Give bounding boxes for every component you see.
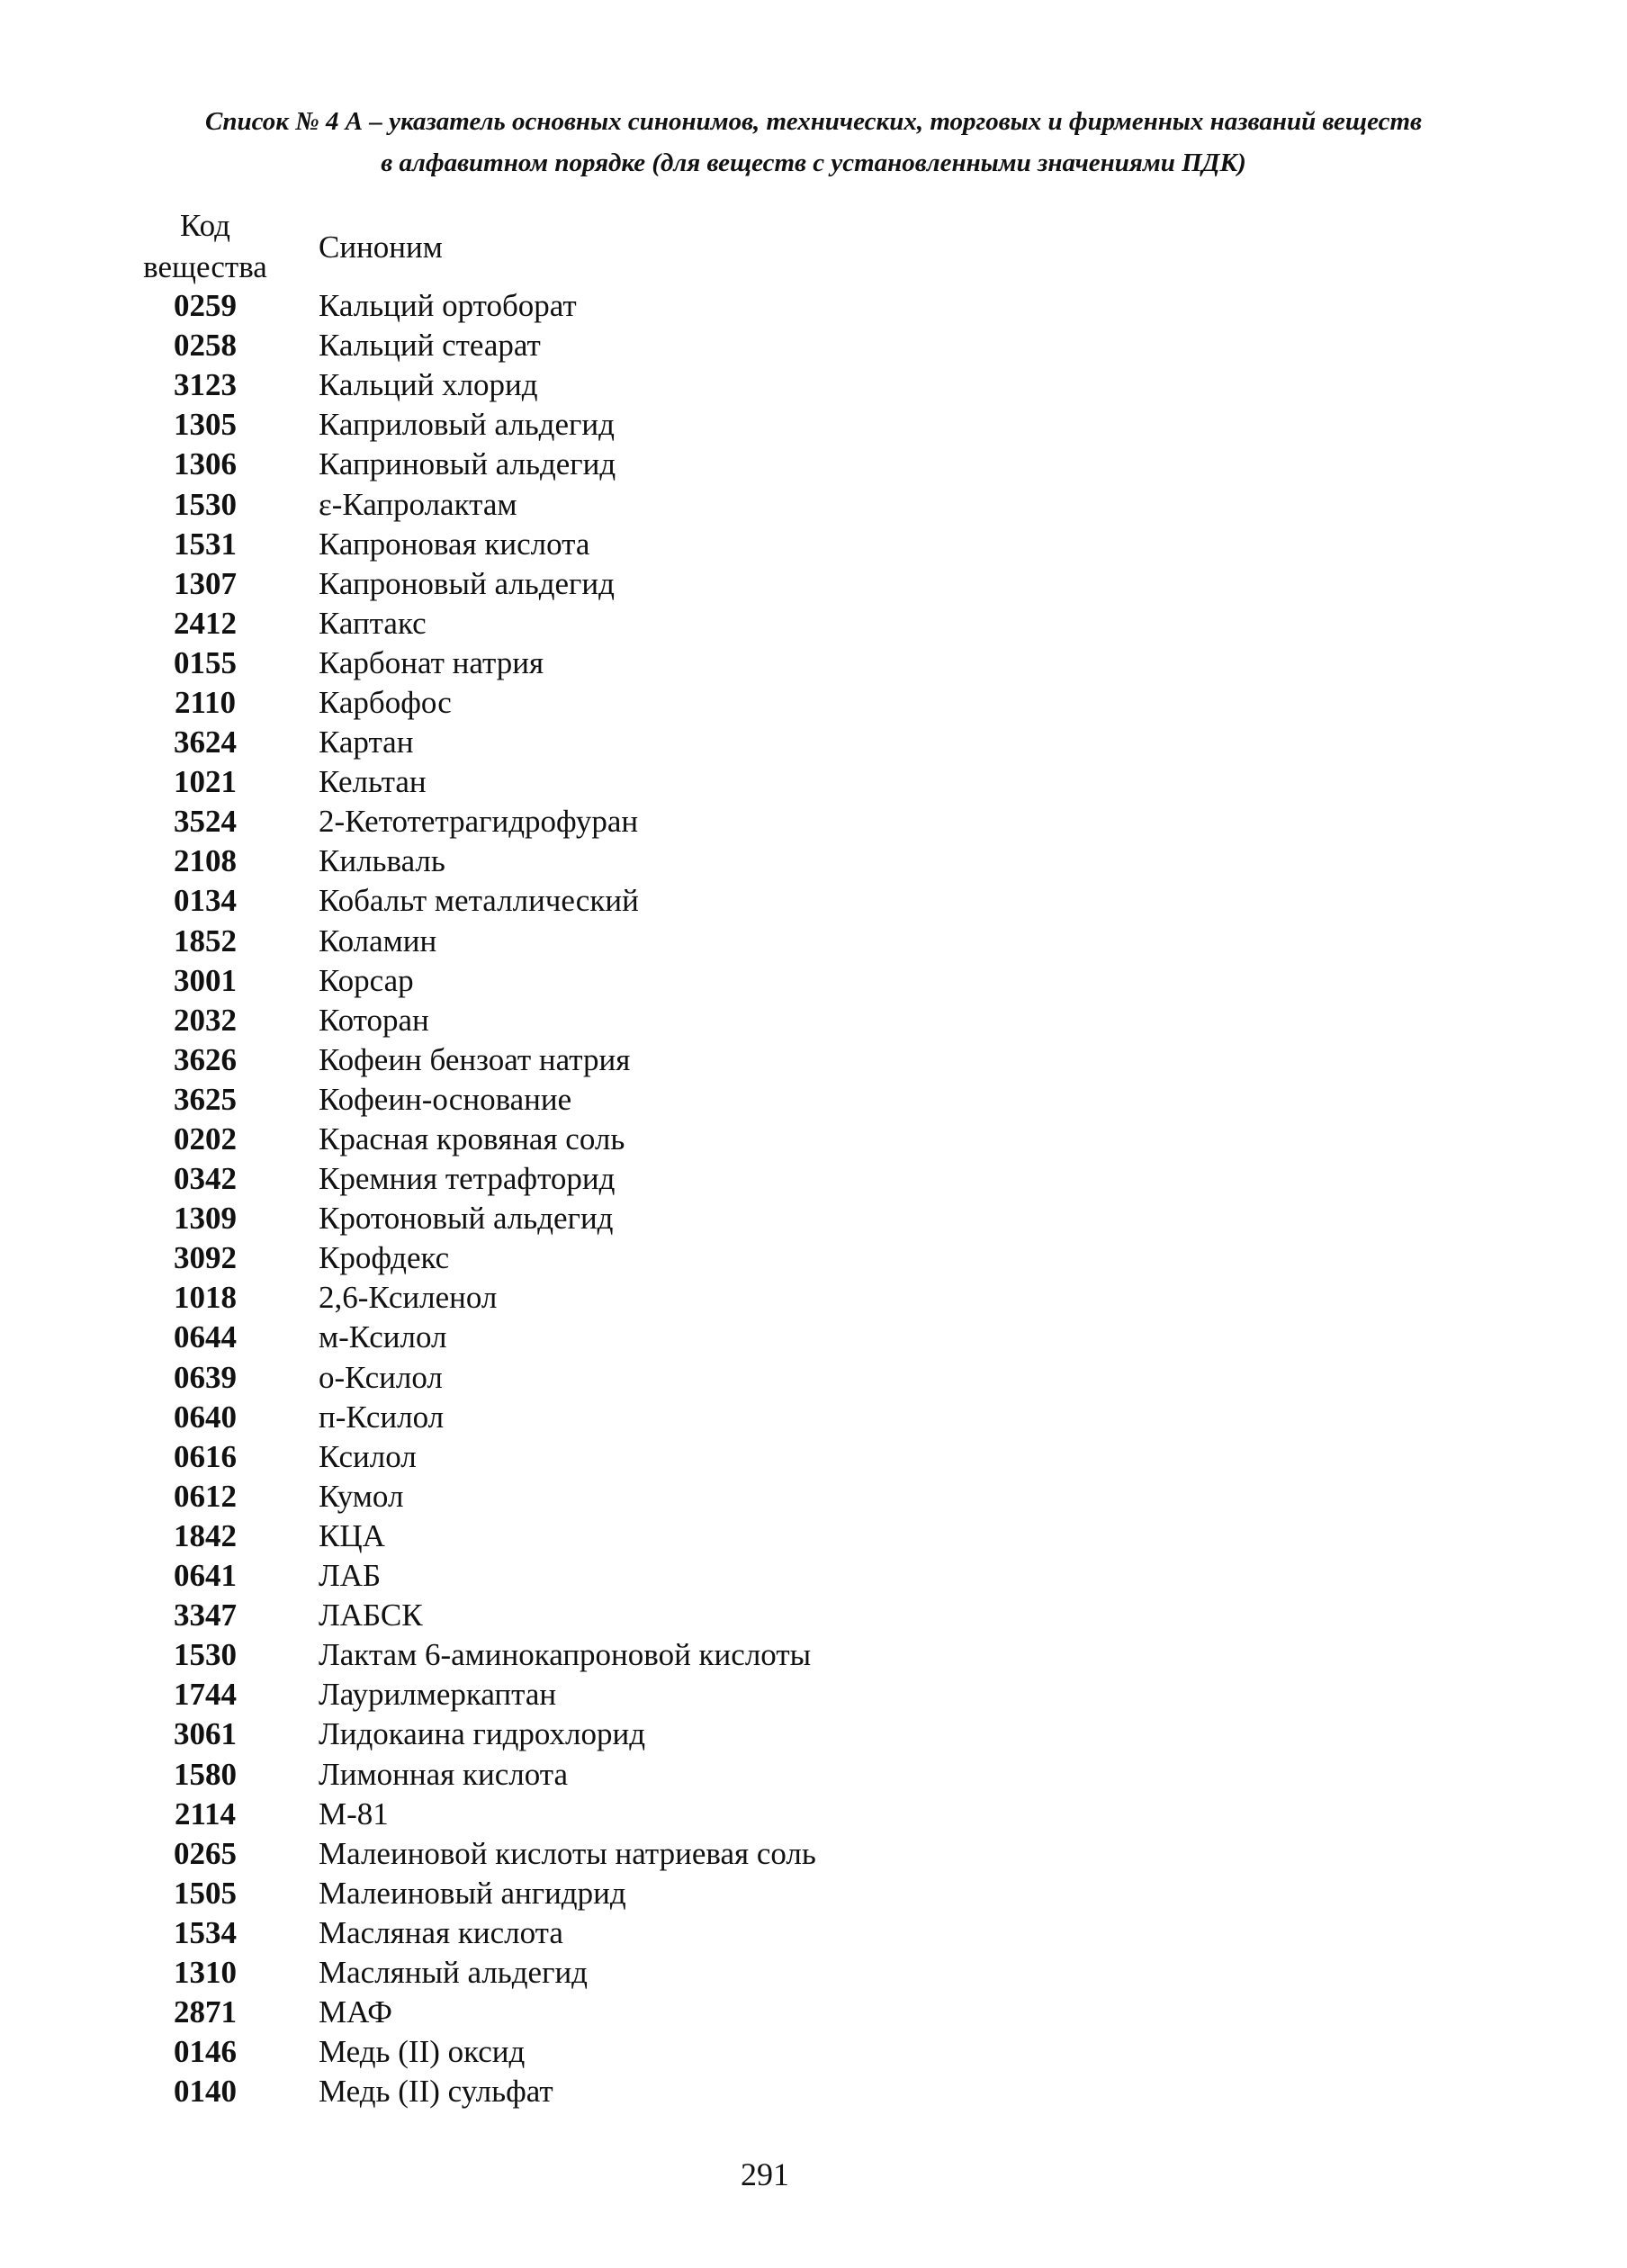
substance-synonym: Лаурилмеркаптан	[319, 1677, 557, 1713]
substance-code: 2412	[174, 605, 237, 641]
substance-code: 0259	[174, 288, 237, 324]
page-number: 291	[741, 2156, 789, 2192]
substance-synonym: Картан	[319, 724, 414, 760]
substance-code: 0612	[174, 1478, 237, 1514]
table-row	[133, 762, 1483, 802]
substance-code: 1530	[174, 486, 237, 522]
table-row	[133, 2032, 1483, 2072]
substance-synonym: Кобальт металлический	[319, 883, 639, 919]
table-row	[133, 1120, 1483, 1159]
substance-synonym: Кротоновый альдегид	[319, 1201, 614, 1237]
table-row	[133, 1318, 1483, 1357]
substance-synonym: Кальций ортоборат	[319, 288, 577, 324]
substance-code: 3624	[174, 724, 237, 760]
substance-synonym: Лактам 6-аминокапроновой кислоты	[319, 1637, 812, 1673]
substance-code: 3061	[174, 1716, 237, 1752]
table-row	[133, 1199, 1483, 1238]
substance-synonym: Кумол	[319, 1478, 404, 1514]
substance-synonym: Медь (II) оксид	[319, 2034, 526, 2070]
substance-code: 2871	[174, 1994, 237, 2030]
table-row	[133, 1238, 1483, 1278]
substance-synonym: Лидокаина гидрохлорид	[319, 1716, 646, 1752]
substance-synonym: п-Ксилол	[319, 1399, 445, 1435]
substance-synonym: Которан	[319, 1002, 429, 1038]
table-row	[133, 405, 1483, 445]
substance-synonym: Малеиновый ангидрид	[319, 1875, 626, 1911]
table-row	[133, 1953, 1483, 1993]
substance-synonym: Ксилол	[319, 1438, 417, 1474]
substance-synonym: Коламин	[319, 922, 437, 958]
substance-code: 3092	[174, 1240, 237, 1276]
substance-code: 3626	[174, 1041, 237, 1077]
substance-synonym: о-Ксилол	[319, 1359, 443, 1395]
table-row	[133, 1040, 1483, 1080]
table-row	[133, 1635, 1483, 1675]
substance-code: 0258	[174, 328, 237, 364]
synonym-table	[133, 286, 1483, 2111]
substance-code: 2114	[174, 1796, 237, 1832]
substance-code: 1842	[174, 1517, 237, 1553]
table-row	[133, 1358, 1483, 1398]
substance-synonym: Масляный альдегид	[319, 1954, 588, 1990]
table-row	[133, 683, 1483, 723]
substance-synonym: Кремния тетрафторид	[319, 1161, 616, 1197]
substance-code: 1530	[174, 1637, 237, 1673]
substance-synonym: 2,6-Ксиленол	[319, 1280, 498, 1316]
substance-code: 0140	[174, 2074, 237, 2110]
substance-code: 1021	[174, 764, 237, 800]
substance-synonym: Кильваль	[319, 843, 445, 879]
substance-code: 1534	[174, 1914, 237, 1950]
substance-synonym: Капроновый альдегид	[319, 565, 615, 601]
table-row	[133, 1874, 1483, 1913]
substance-synonym: Корсар	[319, 962, 414, 998]
substance-synonym: Медь (II) сульфат	[319, 2074, 553, 2110]
substance-synonym: 2-Кетотетрагидрофуран	[319, 804, 639, 840]
substance-synonym: Карбонат натрия	[319, 644, 544, 680]
substance-code: 0641	[174, 1558, 237, 1594]
table-row	[133, 484, 1483, 524]
substance-synonym: Каптакс	[319, 605, 427, 641]
substance-code: 1744	[174, 1677, 237, 1713]
substance-synonym: ЛАБ	[319, 1558, 382, 1594]
substance-code: 2108	[174, 843, 237, 879]
substance-synonym: Масляная кислота	[319, 1914, 563, 1950]
table-row	[133, 1675, 1483, 1714]
table-header	[133, 205, 1483, 288]
substance-code: 1018	[174, 1280, 237, 1316]
substance-code: 1309	[174, 1201, 237, 1237]
substance-code: 3625	[174, 1081, 237, 1117]
list-heading	[54, 101, 1573, 184]
table-row	[133, 564, 1483, 604]
substance-code: 0134	[174, 883, 237, 919]
table-row	[133, 445, 1483, 484]
table-row	[133, 644, 1483, 683]
table-row	[133, 1913, 1483, 1953]
substance-synonym: Красная кровяная соль	[319, 1121, 625, 1157]
table-row	[133, 723, 1483, 762]
table-row	[133, 604, 1483, 644]
substance-code: 1505	[174, 1875, 237, 1911]
table-row	[133, 922, 1483, 961]
substance-synonym: М-81	[319, 1796, 389, 1832]
substance-code: 0265	[174, 1835, 237, 1871]
substance-synonym: Кальций стеарат	[319, 328, 541, 364]
substance-code: 1305	[174, 407, 237, 443]
substance-code: 0146	[174, 2034, 237, 2070]
table-row	[133, 1159, 1483, 1199]
substance-code: 0202	[174, 1121, 237, 1157]
substance-synonym: Кельтан	[319, 764, 427, 800]
substance-code: 1306	[174, 446, 237, 482]
table-row	[133, 1754, 1483, 1794]
table-row	[133, 326, 1483, 365]
substance-code: 2032	[174, 1002, 237, 1038]
substance-synonym: Карбофос	[319, 684, 452, 720]
heading-line-1: Список № 4 А – указатель основных синонимов, технических, торговых и фирменных названий веществ	[205, 107, 1422, 136]
table-row	[133, 842, 1483, 881]
table-row	[133, 1993, 1483, 2032]
substance-code: 1580	[174, 1756, 237, 1792]
substance-synonym: КЦА	[319, 1517, 385, 1553]
table-row	[133, 1714, 1483, 1754]
substance-code: 1531	[174, 526, 237, 562]
table-row	[133, 881, 1483, 921]
substance-synonym: Кальций хлорид	[319, 367, 538, 403]
substance-synonym: Лимонная кислота	[319, 1756, 568, 1792]
substance-synonym: Каприновый альдегид	[319, 446, 616, 482]
substance-code: 0640	[174, 1399, 237, 1435]
substance-code: 0155	[174, 644, 237, 680]
substance-synonym: ЛАБСК	[319, 1598, 423, 1634]
table-row	[133, 1516, 1483, 1556]
substance-synonym: ε-Капролактам	[319, 486, 517, 522]
substance-code: 0639	[174, 1359, 237, 1395]
table-row	[133, 1001, 1483, 1040]
substance-code: 0616	[174, 1438, 237, 1474]
heading-line-2: в алфавитном порядке (для веществ с установленными значениями ПДК)	[381, 148, 1246, 177]
table-row	[133, 1477, 1483, 1516]
substance-synonym: м-Ксилол	[319, 1319, 447, 1355]
substance-synonym: Кофеин-основание	[319, 1081, 572, 1117]
table-row	[133, 1795, 1483, 1834]
substance-code: 0342	[174, 1161, 237, 1197]
code-header-line-2: вещества	[143, 249, 267, 284]
table-row	[133, 1556, 1483, 1596]
code-column-header	[133, 205, 277, 288]
table-row	[133, 1596, 1483, 1635]
substance-code: 3524	[174, 804, 237, 840]
substance-synonym: Малеиновой кислоты натриевая соль	[319, 1835, 816, 1871]
substance-synonym: Капроновая кислота	[319, 526, 590, 562]
synonym-column-header: Синоним	[319, 230, 443, 265]
table-row	[133, 2072, 1483, 2111]
table-row	[133, 1398, 1483, 1437]
substance-synonym: МАФ	[319, 1994, 392, 2030]
substance-code: 3001	[174, 962, 237, 998]
table-row	[133, 961, 1483, 1001]
substance-code: 0644	[174, 1319, 237, 1355]
code-header-line-1: Код	[180, 208, 230, 243]
substance-synonym: Крофдекс	[319, 1240, 450, 1276]
table-row	[133, 365, 1483, 405]
substance-synonym: Кофеин бензоат натрия	[319, 1041, 631, 1077]
substance-code: 2110	[174, 684, 237, 720]
substance-code: 1307	[174, 565, 237, 601]
table-row	[133, 1080, 1483, 1120]
substance-synonym: Каприловый альдегид	[319, 407, 615, 443]
table-row	[133, 1278, 1483, 1318]
table-row	[133, 1437, 1483, 1477]
substance-code: 3347	[174, 1598, 237, 1634]
substance-code: 1852	[174, 922, 237, 958]
table-row	[133, 286, 1483, 326]
substance-code: 1310	[174, 1954, 237, 1990]
table-row	[133, 1834, 1483, 1874]
substance-code: 3123	[174, 367, 237, 403]
table-row	[133, 525, 1483, 564]
table-row	[133, 802, 1483, 842]
